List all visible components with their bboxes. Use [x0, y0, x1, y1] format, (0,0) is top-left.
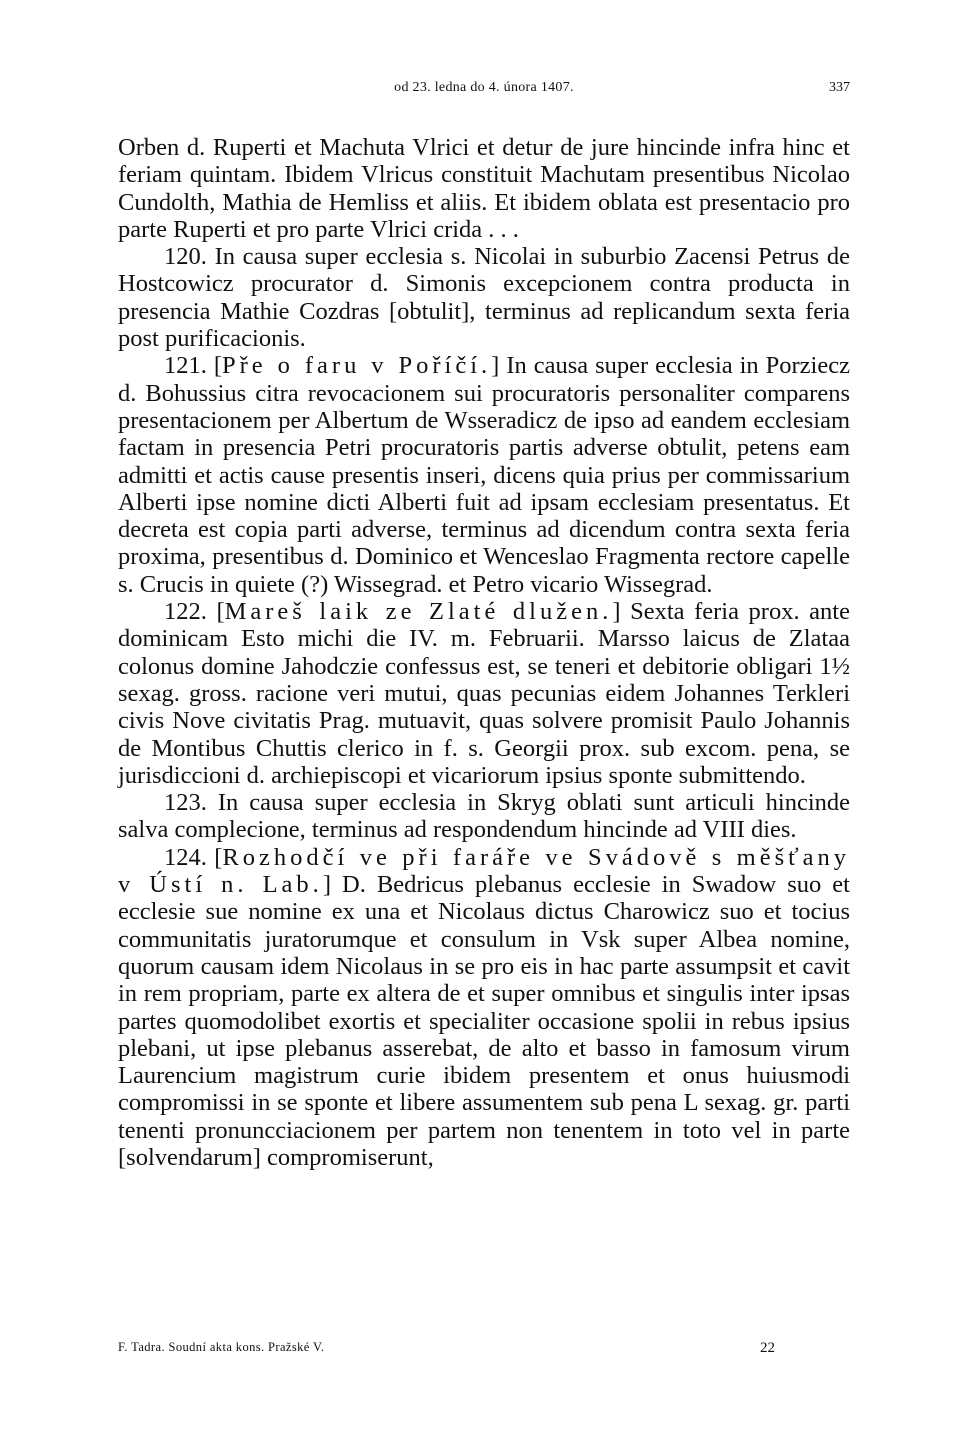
paragraph-text: Orben d. Ruperti et Machuta Vlrici et detur de jure hincinde infra hinc et feriam quintam. Ibidem Vlricus constituit Machutam presentibus Nicolao Cundolth, Mathia de Hemliss et aliis. Et ibidem oblata est presentacio pro parte Ruperti et pro parte Vlrici crida . . .: [118, 134, 850, 243]
entry-number: 124.: [164, 843, 207, 871]
entry-123: [118, 789, 850, 844]
entry-number: 122.: [164, 598, 207, 626]
page-number: 337: [829, 80, 850, 95]
entry-number: 121.: [164, 352, 207, 380]
entry-heading: Mareš laik ze Zlaté dlužen.: [224, 598, 613, 626]
page-footer: [118, 1340, 850, 1362]
paragraph-continued: [118, 134, 850, 243]
entry-text: In causa super ecclesia s. Nicolai in suburbio Zacensi Petrus de Hostcowicz procurator d. Simonis excepcionem contra producta in presencia Mathie Cozdras [obtulit], terminus ad replicandum sexta feria post purificacionis.: [118, 243, 851, 353]
running-title: od 23. ledna do 4. února 1407.: [394, 80, 574, 95]
entry-text: In causa super ecclesia in Skryg oblati sunt articuli hincinde salva complecione, terminus ad respondendum hincinde ad VIII dies.: [118, 789, 850, 844]
footer-source: F. Tadra. Soudní akta kons. Pražské V.: [118, 1340, 325, 1354]
entry-text: Sexta feria prox. ante dominicam Esto michi die IV. m. Februarii. Marsso laicus de Zlataa colonus domine Jahodczie confessus est, se teneri et debitorie obligari 1½ sexag. gross. racione veri mutui, quas pecunias eidem Johannes Terkleri civis Nove civitatis Prag. mutuavit, quas solvere promisit Paulo Johannis de Montibus Chuttis clerico in f. s. Georgii prox. sub excom. pena, se jurisdiccioni d. archiepiscopi et vicariorum ipsius sponte submittendo.: [118, 598, 850, 789]
entry-124: 124. [Rozhodčí ve při faráře ve Svádově s měšťany v Ústí n. Lab.] D. Bedricus plebanus ecclesie in Swadow suo et ecclesie sue nomine ex una et Nicolaus dictus Charowicz suo et tocius communitatis juratorumque et consulum in Vsk super Albea nomine, quorum causam idem Nicolaus in se pro eis in hac parte assumpsit et cavit in rem propriam, parte ex altera de et super omnibus et singulis inter ipsas partes quomodolibet exortis et specialiter occasione spolii in rebus ipsius plebani, ut ipse plebanus asserebat, de alto et basso in famosum virum Laurencium magistrum curie ibidem presentem et onus huiusmodi compromissi in se sponte et libere assumentem sub pena L sexag. gr. parti tenenti pronuncciacionem per partem non tenentem in toto vel in parte [solvendarum] compromiserunt,: [118, 843, 850, 1171]
entry-122: 122. [Mareš laik ze Zlaté dlužen.] Sexta feria prox. ante dominicam Esto michi die IV. m. Februarii. Marsso laicus de Zlataa colonus domine Jahodczie confessus est, se teneri et debitorie obligari 1½ sexag. gross. racione veri mutui, quas pecunias eidem Johannes Terkleri civis Nove civitatis Prag. mutuavit, quas solvere promisit Paulo Johannis de Montibus Chuttis clerico in f. s. Georgii prox. sub excom. pena, se jurisdiccioni d. archiepiscopi et vicariorum ipsius sponte submittendo.: [118, 598, 850, 789]
entry-number: 123.: [164, 789, 207, 817]
entry-number: 120.: [164, 243, 207, 271]
running-header: [118, 80, 850, 104]
body-text: [118, 134, 850, 1171]
entry-text: In causa super ecclesia in Porziecz d. Bohussius citra revocacionem sui procuratoris personaliter comparens presentacionem per Albertum de Wsseradicz de ipso ad eandem ecclesiam factam in presencia Petri procuratoris partis adverse obtulit, petens eam admitti et actis cause presentis inseri, dicens quia prius per commissarium Alberti ipse nomine dicti Alberti fuit ad ipsam ecclesiam presentatus. Et decreta est copia parti adverse, terminus ad dicendum contra sexta feria proxima, presentibus d. Dominico et Wenceslao Fragmenta rectore capelle s. Crucis in quiete (?) Wissegrad. et Petro vicario Wissegrad.: [118, 352, 850, 598]
entry-120: [118, 243, 850, 352]
entry-121: 121. [Pře o faru v Poříčí.] In causa super ecclesia in Porziecz d. Bohussius citra revocacionem sui procuratoris personaliter comparens presentacionem per Albertum de Wsseradicz de ipso ad eandem ecclesiam factam in presencia Petri procuratoris partis adverse obtulit, petens eam admitti et actis cause presentis inseri, dicens quia prius per commissarium Alberti ipse nomine dicti Alberti fuit ad ipsam ecclesiam presentatus. Et decreta est copia parti adverse, terminus ad dicendum contra sexta feria proxima, presentibus d. Dominico et Wenceslao Fragmenta rectore capelle s. Crucis in quiete (?) Wissegrad. et Petro vicario Wissegrad.: [118, 352, 850, 598]
footer-signature: 22: [760, 1340, 775, 1356]
entry-heading: Pře o faru v Poříčí.: [222, 352, 492, 380]
entry-text: D. Bedricus plebanus ecclesie in Swadow suo et ecclesie sue nomine ex una et Nicolaus dictus Charowicz suo et tocius communitatis juratorumque et consulum in Vsk super Albea nomine, quorum causam idem Nicolaus in se pro eis in hac parte assumpsit et cavit in rem propriam, parte ex altera de et super omnibus et singulis inter ipsas partes quomodolibet exortis et specialiter occasione spolii in rebus ipsius plebani, ut ipse plebanus asserebat, de alto et basso in famosum virum Laurencium magistrum curie ibidem presentem et onus huiusmodi compromissi in se sponte et libere assumentem sub pena L sexag. gr. parti tenenti pronuncciacionem per partem non tenentem in toto vel in parte [solvendarum] compromiserunt,: [118, 871, 850, 1171]
entry-heading: Rozhodčí ve při faráře ve Svádově s měšťany v Ústí n. Lab.: [118, 843, 850, 899]
